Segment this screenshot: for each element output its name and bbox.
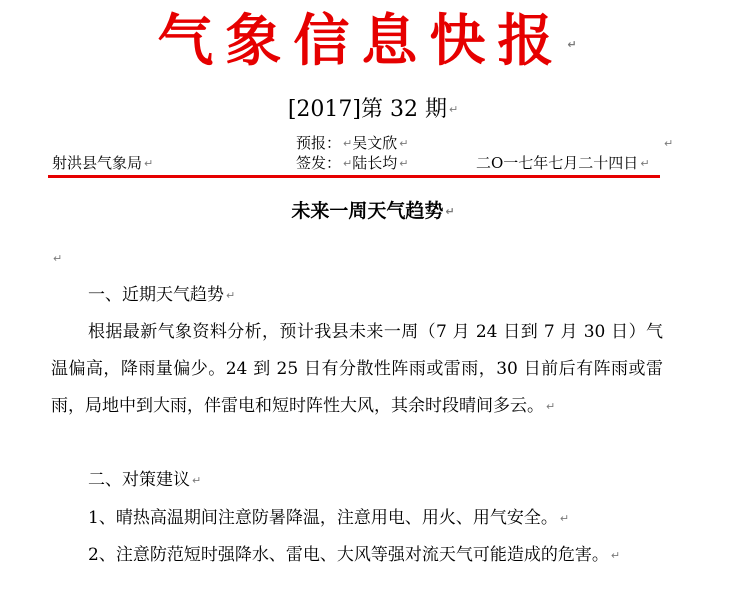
paragraph-mark-icon: ↵ xyxy=(640,157,650,170)
section2-heading xyxy=(51,462,663,499)
section1-heading xyxy=(51,277,663,314)
forecaster-name: 吴文欣 xyxy=(352,134,398,152)
empty-paragraph xyxy=(51,243,663,274)
paragraph-mark-icon: ↵ xyxy=(144,157,154,170)
advice-2-text: 2、注意防范短时强降水、雷电、大风等强对流天气可能造成的危害。 xyxy=(88,545,609,565)
paragraph-mark-icon: ↵ xyxy=(226,289,236,302)
paragraph-mark-icon: ↵ xyxy=(448,103,459,116)
section1-body-text: 根据最新气象资料分析，预计我县未来一周（7 月 24 日到 7 月 30 日）气温偏高，降雨量偏少。24 到 25 日有分散性阵雨或雷雨，30 日前后有阵雨或雷雨，局地中到大雨，伴雷电和短时阵性大风，其余时段晴间多云。 xyxy=(51,322,663,416)
issue-number xyxy=(0,96,746,124)
date-text: 二O一七年七月二十四日 xyxy=(476,154,639,172)
paragraph-mark-icon: ↵ xyxy=(399,137,409,150)
paragraph-mark-icon: ↵ xyxy=(445,204,455,218)
advice-item-1 xyxy=(51,500,663,537)
paragraph-mark-icon: ↵ xyxy=(546,400,556,413)
title-text: 未来一周天气趋势 xyxy=(291,200,444,222)
issuer-label: 签发： xyxy=(296,154,342,172)
red-divider-line xyxy=(48,175,660,178)
issuer-line xyxy=(296,153,408,174)
section2-heading-text: 二、对策建议 xyxy=(88,470,190,490)
agency-text: 射洪县气象局 xyxy=(52,154,143,172)
paragraph-mark-icon: ↵ xyxy=(567,38,589,52)
paragraph-mark-icon: ↵ xyxy=(192,474,202,487)
paragraph-mark-icon: ↵ xyxy=(53,251,63,265)
advice-1-text: 1、晴热高温期间注意防暑降温，注意用电、用火、用气安全。 xyxy=(88,508,558,528)
section1-heading-text: 一、近期天气趋势 xyxy=(88,285,224,305)
paragraph-mark-icon: ↵ xyxy=(343,137,353,150)
masthead-text: 气象信息快报 xyxy=(157,8,566,74)
forecaster-label: 预报： xyxy=(296,134,342,152)
agency-name xyxy=(52,153,153,174)
issue-date xyxy=(476,153,650,174)
line-end-mark xyxy=(662,133,673,154)
issue-text: [2017]第 32 期 xyxy=(287,97,447,122)
issuer-name: 陆长均 xyxy=(352,154,398,172)
paragraph-mark-icon: ↵ xyxy=(559,512,570,525)
paragraph-mark-icon: ↵ xyxy=(343,157,353,170)
paragraph-mark-icon: ↵ xyxy=(664,137,674,150)
section1-body xyxy=(51,314,663,425)
paragraph-mark-icon: ↵ xyxy=(399,157,409,170)
document-title xyxy=(0,198,746,225)
masthead-title xyxy=(0,6,746,80)
advice-item-2 xyxy=(51,537,663,574)
paragraph-mark-icon: ↵ xyxy=(610,549,621,562)
forecaster-line xyxy=(296,133,408,154)
